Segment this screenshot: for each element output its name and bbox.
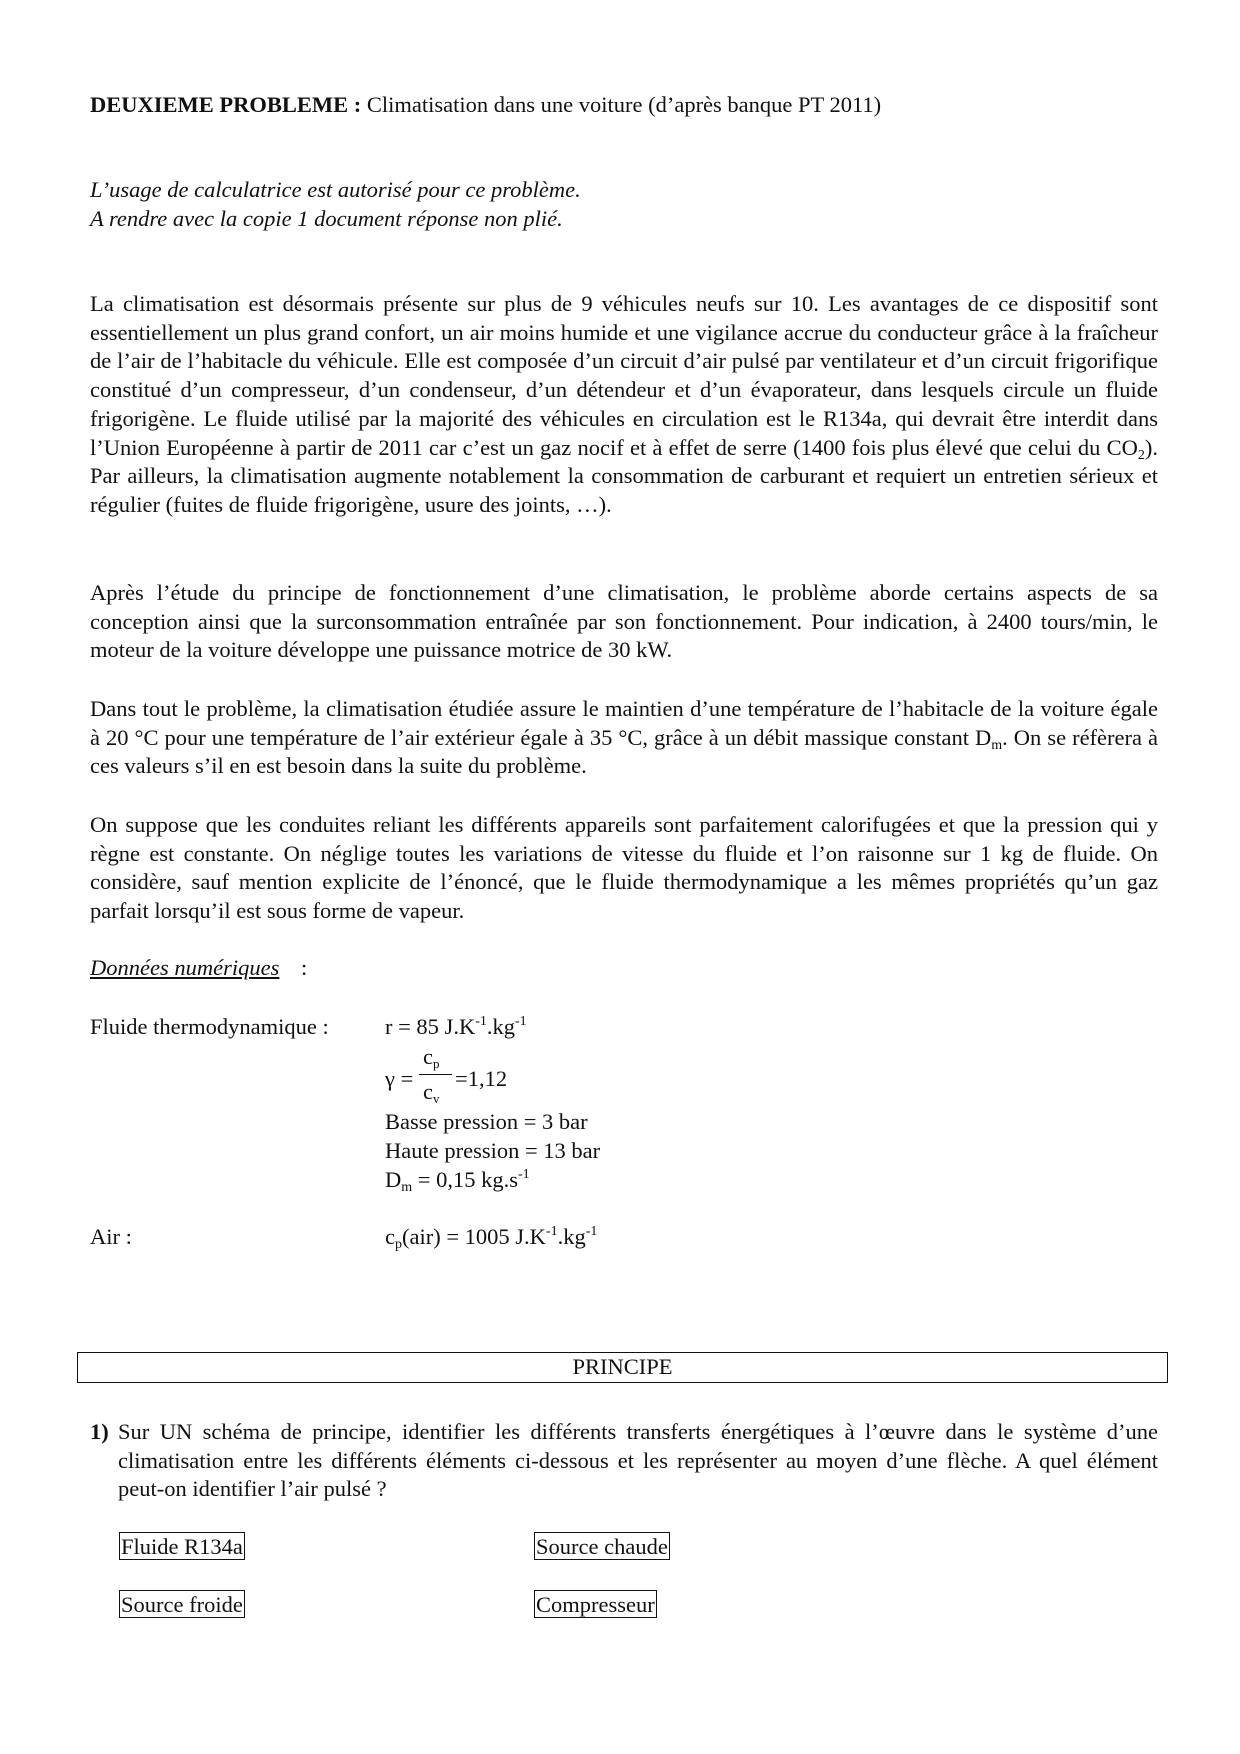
gamma-den-c: c [423,1079,433,1104]
section-banner: PRINCIPE [77,1352,1168,1383]
cp-sub: p [395,1237,402,1252]
gas-constant-unit: .kg [486,1014,515,1039]
gamma-den-sub: v [433,1091,440,1106]
paragraph-conditions-text: Dans tout le problème, la climatisation étudiée assure le maintien d’une température de l’habitacle de la voiture égale à 20 °C pour une température de l’air extérieur égale à 35 °C, grâce à un débit massique constant D [90,696,1158,750]
data-heading: Données numériques [90,955,280,980]
paragraph-conditions [90,695,1158,781]
high-pressure: Haute pression = 13 bar [385,1138,601,1163]
data-heading-colon: : [301,955,308,980]
cp-exp2: -1 [585,1224,598,1239]
air-heat-capacity [385,1223,597,1252]
element-box-fluid: Fluide R134a [121,1534,243,1559]
dm-subscript: m [991,737,1003,753]
problem-header [90,91,1170,120]
gas-constant-exp2: -1 [514,1014,527,1029]
cp-exp1: -1 [545,1224,558,1239]
paragraph-intro [90,290,1158,520]
element-box-hot-source: Source chaude [536,1534,668,1559]
fluid-label: Fluide thermodynamique : [90,1014,329,1039]
gamma-value: =1,12 [455,1066,508,1091]
element-box-compressor: Compresseur [536,1592,655,1617]
cp-value: (air) = 1005 J.K [402,1224,546,1249]
instructions [90,176,1170,233]
fraction-bar [419,1074,452,1075]
question-text: Sur UN schéma de principe, identifier les différents transferts énergétiques à l’œuvre dans le système d’une climatisation entre les différents éléments ci-dessous et les représenter au moyen d’une flèche. A quel élément peut-on identifier l’air pulsé ? [118,1419,1158,1502]
cp-symbol: c [385,1224,395,1249]
gamma-num-sub: p [433,1056,440,1071]
air-label: Air : [90,1224,132,1249]
mass-flow-exp: -1 [517,1167,530,1182]
instruction-answer-sheet: A rendre avec la copie 1 document réponse non plié. [90,205,563,231]
paragraph-intro-end: ). Par ailleurs, la climatisation augmente notablement la consommation de carburant et requiert un entretien sérieux et régulier (fuites de fluide frigorigène, usure des joints, …). [90,434,1158,517]
mass-flow-sub: m [401,1180,413,1195]
gas-constant-text: r = 85 J.K [385,1014,476,1039]
co2-subscript: 2 [1137,447,1145,463]
gamma-lhs: γ = [385,1066,414,1091]
paragraph-overview: Après l’étude du principe de fonctionnement d’une climatisation, le problème aborde certains aspects de sa conception ainsi que la surconsommation entraînée par son fonctionnement. Pour indication, à 2400 tours/min, le moteur de la voiture développe une puissance motrice de 30 kW. [90,580,1158,663]
mass-flow-symbol: D [385,1167,402,1192]
problem-title: DEUXIEME PROBLEME : [90,92,362,117]
element-box-cold-source: Source froide [121,1592,243,1617]
problem-subtitle: Climatisation dans une voiture (d’après banque PT 2011) [361,92,882,117]
mass-flow-rate [385,1166,530,1195]
gamma-numerator [423,1043,440,1072]
question-1 [90,1418,1158,1504]
low-pressure: Basse pression = 3 bar [385,1109,588,1134]
instruction-calculator: L’usage de calculatrice est autorisé pour ce problème. [90,177,581,202]
paragraph-intro-text: La climatisation est désormais présente sur plus de 9 véhicules neufs sur 10. Les avantages de ce dispositif sont essentiellement un plus grand confort, un air moins humide et une vigilance accrue du conducteur grâce à la fraîcheur de l’air de l’habitacle du véhicule. Elle est composée d’un circuit d’air pulsé par ventilateur et d’un circuit frigorifique constitué d’un compresseur, d’un condenseur, d’un détendeur et d’un évaporateur, dans lesquels circule un fluide frigorigène. Le fluide utilisé par la majorité des véhicules en circulation est le R134a, qui devrait être interdit dans l’Union Européenne à partir de 2011 car c’est un gaz nocif et à effet de serre (1400 fois plus élevé que celui du CO [90,291,1158,460]
gamma-formula [385,1043,565,1113]
gamma-denominator [423,1078,440,1107]
gamma-num-c: c [423,1044,433,1069]
gas-constant-exp1: -1 [475,1014,487,1029]
paragraph-hypotheses: On suppose que les conduites reliant les différents appareils sont parfaitement calorifugées et que la pression qui y règne est constante. On néglige toutes les variations de vitesse du fluide et l’on raisonne sur 1 kg de fluide. On considère, sauf mention explicite de l’énoncé, que le fluide thermodynamique a les mêmes propriétés qu’un gaz parfait lorsqu’il est sous forme de vapeur. [90,812,1158,924]
question-number: 1) [90,1419,109,1444]
paragraph-conditions-end: . On se réfèrera à ces valeurs s’il en est besoin dans la suite du problème. [90,724,1158,779]
gas-constant [385,1013,527,1042]
mass-flow-value: = 0,15 kg.s [412,1167,518,1192]
cp-unit: .kg [557,1224,586,1249]
